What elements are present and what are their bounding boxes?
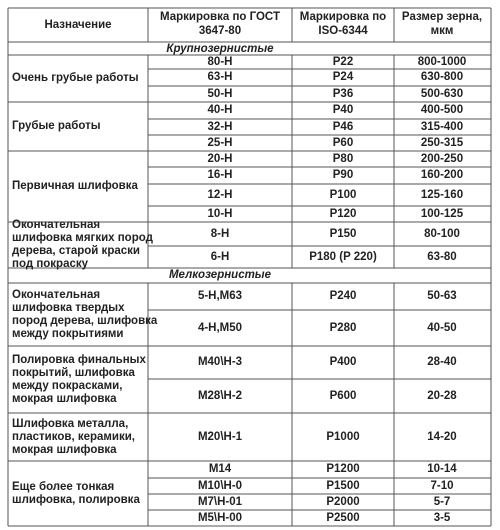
- row-13-gost: 4-Н,М50: [197, 321, 243, 334]
- group-label-6-line-1: пластиков, керамики,: [12, 430, 136, 443]
- row-13-size: 40-50: [427, 321, 457, 334]
- header-iso-line2: ISO-6344: [318, 25, 368, 37]
- group-label-1-line-0: Грубые работы: [12, 120, 101, 132]
- row-3-iso: P40: [332, 104, 354, 116]
- header-gost-line2: 3647-80: [198, 25, 242, 37]
- row-16-gost: М20\Н-1: [197, 430, 243, 443]
- row-14-size: 28-40: [427, 356, 457, 368]
- group-label-5-line-0: Полировка финальных: [12, 353, 146, 366]
- row-3-gost: 40-Н: [207, 104, 233, 116]
- header-iso-line1: Маркировка по: [299, 11, 387, 23]
- row-2-size: 500-630: [420, 87, 464, 100]
- row-16-size: 14-20: [427, 430, 457, 443]
- row-0-size: 800-1000: [417, 55, 467, 68]
- group-label-3-line-0: Окончательная: [12, 219, 101, 231]
- row-2-iso: P36: [332, 87, 354, 100]
- group-label-0-line-0: Очень грубые работы: [12, 72, 139, 84]
- group-label-3-line-1: шлифовка мягких пород: [12, 232, 153, 244]
- row-15-iso: P600: [329, 389, 357, 402]
- header-grain-line1: Размер зерна,: [401, 11, 483, 23]
- row-12-gost: 5-Н,М63: [197, 290, 243, 302]
- row-15-gost: М28\Н-2: [197, 389, 243, 402]
- row-9-gost: 10-Н: [207, 207, 233, 220]
- row-19-iso: P2000: [326, 495, 360, 508]
- row-8-iso: P100: [329, 188, 357, 201]
- row-19-size: 5-7: [433, 495, 451, 508]
- group-label-4-line-1: шлифовка твердых: [12, 301, 125, 314]
- row-20-size: 3-5: [433, 511, 451, 524]
- row-10-iso: P150: [329, 227, 357, 240]
- header-gost-line1: Маркировка по ГОСТ: [160, 11, 280, 23]
- row-1-size: 630-800: [420, 71, 464, 83]
- group-label-6-line-2: мокрая шлифовка: [12, 443, 117, 456]
- row-0-iso: P22: [332, 55, 354, 68]
- row-17-size: 10-14: [427, 463, 457, 475]
- row-14-iso: P400: [329, 356, 357, 368]
- row-1-iso: P24: [332, 71, 354, 83]
- row-20-gost: М5\Н-00: [197, 511, 243, 524]
- row-15-size: 20-28: [427, 389, 457, 402]
- row-2-gost: 50-Н: [207, 87, 233, 100]
- row-19-gost: М7\Н-01: [197, 495, 243, 508]
- row-5-gost: 25-Н: [207, 136, 233, 149]
- row-13-iso: P280: [329, 321, 357, 334]
- group-label-6-line-0: Шлифовка металла,: [12, 417, 129, 430]
- section-fine: Мелкозернистые: [168, 269, 272, 281]
- row-12-size: 50-63: [427, 290, 457, 302]
- row-18-iso: P1500: [326, 479, 360, 492]
- group-label-4-line-2: пород дерева, шлифовка: [12, 314, 158, 327]
- group-label-4-line-3: между покрытиями: [12, 327, 124, 340]
- group-label-5-line-1: покрытий, шлифовка: [12, 366, 135, 379]
- row-7-size: 160-200: [420, 169, 464, 181]
- row-12-iso: P240: [329, 290, 357, 302]
- group-label-5-line-2: между покрасками,: [12, 379, 123, 392]
- group-label-3-line-2: дерева, старой краски: [12, 245, 140, 257]
- row-3-size: 400-500: [420, 104, 464, 116]
- row-0-gost: 80-Н: [207, 55, 233, 68]
- row-8-gost: 12-Н: [207, 188, 233, 201]
- row-6-size: 200-250: [420, 152, 464, 165]
- row-10-size: 80-100: [424, 227, 460, 240]
- row-5-iso: P60: [332, 136, 354, 149]
- row-18-size: 7-10: [430, 479, 454, 492]
- row-11-size: 63-80: [427, 250, 457, 263]
- section-coarse: Крупнозернистые: [166, 43, 274, 55]
- row-1-gost: 63-Н: [207, 71, 233, 83]
- row-6-iso: P80: [332, 152, 354, 165]
- group-label-2-line-0: Первичная шлифовка: [12, 180, 138, 192]
- row-11-iso: P180 (P 220): [309, 250, 377, 263]
- row-6-gost: 20-Н: [207, 152, 233, 165]
- header-grain-line2: мкм: [430, 25, 454, 37]
- row-17-iso: P1200: [326, 463, 360, 475]
- row-8-size: 125-160: [420, 188, 464, 201]
- row-7-gost: 16-Н: [207, 169, 233, 181]
- row-4-gost: 32-Н: [207, 120, 233, 133]
- header-purpose: Назначение: [44, 19, 112, 31]
- row-16-iso: P1000: [326, 430, 360, 443]
- row-18-gost: М10\Н-0: [197, 479, 243, 492]
- row-9-iso: P120: [329, 207, 357, 220]
- row-4-iso: P46: [332, 120, 354, 133]
- group-label-5-line-3: мокрая шлифовка: [12, 392, 117, 405]
- row-9-size: 100-125: [420, 207, 464, 220]
- row-10-gost: 8-Н: [210, 227, 230, 240]
- row-11-gost: 6-Н: [210, 250, 230, 263]
- row-7-iso: P90: [332, 169, 354, 181]
- row-14-gost: М40\Н-3: [197, 356, 243, 368]
- row-17-gost: М14: [208, 463, 232, 475]
- group-label-4-line-0: Окончательная: [12, 288, 101, 301]
- group-label-7-line-0: Еще более тонкая: [12, 480, 115, 493]
- row-5-size: 250-315: [420, 136, 464, 149]
- group-label-3-line-3: под покраску: [12, 258, 89, 270]
- row-20-iso: P2500: [326, 511, 360, 524]
- row-4-size: 315-400: [420, 120, 464, 133]
- group-label-7-line-1: шлифовка, полировка: [12, 493, 140, 506]
